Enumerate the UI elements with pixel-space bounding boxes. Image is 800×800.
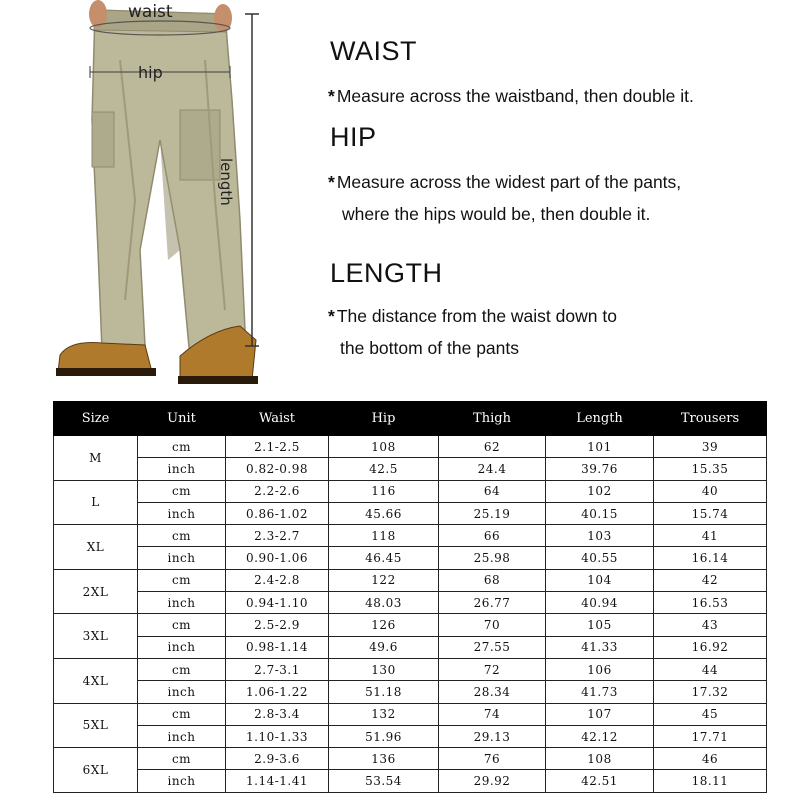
table-cell: 2.7-3.1: [226, 658, 329, 680]
table-row: [54, 458, 767, 480]
table-cell: 0.82-0.98: [226, 458, 329, 480]
table-cell: 51.96: [329, 725, 439, 747]
table-cell: 76: [439, 748, 546, 770]
table-cell: 1.06-1.22: [226, 681, 329, 703]
table-row: [54, 547, 767, 569]
table-cell: 41.73: [546, 681, 654, 703]
table-cell: 29.13: [439, 725, 546, 747]
table-cell: 27.55: [439, 636, 546, 658]
hip-instruction-text-1: Measure across the widest part of the pants,: [336, 172, 682, 192]
size-cell: 4XL: [54, 658, 138, 703]
table-cell: 103: [546, 525, 654, 547]
table-cell: 25.98: [439, 547, 546, 569]
table-cell: 106: [546, 658, 654, 680]
table-cell: 24.4: [439, 458, 546, 480]
table-row: [54, 525, 767, 547]
column-header: Unit: [138, 402, 226, 436]
table-row: [54, 703, 767, 725]
table-cell: 28.34: [439, 681, 546, 703]
length-instruction-text-2: the bottom of the pants: [340, 338, 520, 358]
unit-cell: cm: [138, 480, 226, 502]
size-cell: 6XL: [54, 748, 138, 793]
bullet-icon: *: [328, 86, 335, 106]
table-cell: 136: [329, 748, 439, 770]
hip-instruction-text-2: where the hips would be, then double it.: [342, 204, 651, 224]
table-cell: 0.94-1.10: [226, 592, 329, 614]
table-cell: 64: [439, 480, 546, 502]
table-cell: 101: [546, 436, 654, 458]
table-cell: 126: [329, 614, 439, 636]
unit-cell: cm: [138, 436, 226, 458]
table-header-row: [54, 402, 767, 436]
table-cell: 29.92: [439, 770, 546, 792]
unit-cell: inch: [138, 681, 226, 703]
table-cell: 2.9-3.6: [226, 748, 329, 770]
hip-heading: HIP: [330, 122, 377, 152]
unit-cell: inch: [138, 547, 226, 569]
table-cell: 42.5: [329, 458, 439, 480]
size-cell: L: [54, 480, 138, 525]
bullet-icon: *: [328, 306, 335, 326]
unit-cell: cm: [138, 658, 226, 680]
table-cell: 132: [329, 703, 439, 725]
table-cell: 42.51: [546, 770, 654, 792]
table-cell: 2.5-2.9: [226, 614, 329, 636]
table-cell: 130: [329, 658, 439, 680]
table-cell: 17.71: [654, 725, 767, 747]
table-cell: 16.14: [654, 547, 767, 569]
table-cell: 40.15: [546, 502, 654, 524]
hip-instruction: [328, 172, 681, 193]
table-cell: 15.35: [654, 458, 767, 480]
unit-cell: cm: [138, 569, 226, 591]
table-row: [54, 681, 767, 703]
length-instruction-text-1: The distance from the waist down to: [336, 306, 617, 326]
table-cell: 70: [439, 614, 546, 636]
table-cell: 108: [329, 436, 439, 458]
table-cell: 40: [654, 480, 767, 502]
waist-label: waist: [128, 2, 173, 22]
table-cell: 39.76: [546, 458, 654, 480]
table-cell: 108: [546, 748, 654, 770]
unit-cell: cm: [138, 525, 226, 547]
table-body: [54, 436, 767, 793]
table-cell: 26.77: [439, 592, 546, 614]
length-heading: LENGTH: [330, 258, 443, 288]
table-cell: 72: [439, 658, 546, 680]
table-cell: 118: [329, 525, 439, 547]
table-cell: 116: [329, 480, 439, 502]
size-cell: 5XL: [54, 703, 138, 748]
table-row: [54, 436, 767, 458]
size-cell: 2XL: [54, 569, 138, 614]
pants-image: [40, 0, 300, 395]
table-cell: 18.11: [654, 770, 767, 792]
table-row: [54, 502, 767, 524]
table-cell: 1.10-1.33: [226, 725, 329, 747]
unit-cell: cm: [138, 748, 226, 770]
table-cell: 51.18: [329, 681, 439, 703]
table-cell: 53.54: [329, 770, 439, 792]
table-cell: 40.55: [546, 547, 654, 569]
table-cell: 46: [654, 748, 767, 770]
column-header: Waist: [226, 402, 329, 436]
column-header: Thigh: [439, 402, 546, 436]
table-cell: 45.66: [329, 502, 439, 524]
table-cell: 2.2-2.6: [226, 480, 329, 502]
table-cell: 1.14-1.41: [226, 770, 329, 792]
length-label: length: [217, 158, 235, 206]
table-row: [54, 748, 767, 770]
size-cell: M: [54, 436, 138, 481]
table-cell: 25.19: [439, 502, 546, 524]
table-cell: 48.03: [329, 592, 439, 614]
table-cell: 2.4-2.8: [226, 569, 329, 591]
table-cell: 16.92: [654, 636, 767, 658]
table-cell: 43: [654, 614, 767, 636]
table-cell: 46.45: [329, 547, 439, 569]
table-cell: 104: [546, 569, 654, 591]
table-row: [54, 725, 767, 747]
waist-instruction: [328, 86, 694, 107]
table-cell: 42.12: [546, 725, 654, 747]
unit-cell: inch: [138, 725, 226, 747]
table-cell: 0.90-1.06: [226, 547, 329, 569]
bullet-icon: *: [328, 172, 335, 192]
table-cell: 66: [439, 525, 546, 547]
table-row: [54, 480, 767, 502]
table-row: [54, 636, 767, 658]
column-header: Length: [546, 402, 654, 436]
table-row: [54, 614, 767, 636]
table-cell: 122: [329, 569, 439, 591]
table-cell: 44: [654, 658, 767, 680]
length-instruction: [328, 306, 617, 327]
table-cell: 2.3-2.7: [226, 525, 329, 547]
table-cell: 41: [654, 525, 767, 547]
table-row: [54, 658, 767, 680]
table-cell: 105: [546, 614, 654, 636]
column-header: Trousers: [654, 402, 767, 436]
table-cell: 0.98-1.14: [226, 636, 329, 658]
table-cell: 39: [654, 436, 767, 458]
table-cell: 68: [439, 569, 546, 591]
table-cell: 45: [654, 703, 767, 725]
table-cell: 0.86-1.02: [226, 502, 329, 524]
table-row: [54, 569, 767, 591]
unit-cell: inch: [138, 458, 226, 480]
table-cell: 42: [654, 569, 767, 591]
pants-illustration: [40, 0, 300, 395]
table-cell: 2.8-3.4: [226, 703, 329, 725]
unit-cell: cm: [138, 703, 226, 725]
table-cell: 62: [439, 436, 546, 458]
table-row: [54, 770, 767, 792]
waist-instruction-text: Measure across the waistband, then double it.: [336, 86, 694, 106]
unit-cell: inch: [138, 502, 226, 524]
unit-cell: inch: [138, 770, 226, 792]
unit-cell: inch: [138, 636, 226, 658]
size-cell: 3XL: [54, 614, 138, 659]
table-cell: 2.1-2.5: [226, 436, 329, 458]
table-cell: 15.74: [654, 502, 767, 524]
table-cell: 74: [439, 703, 546, 725]
column-header: Size: [54, 402, 138, 436]
table-cell: 40.94: [546, 592, 654, 614]
size-chart-table: [53, 401, 767, 793]
waist-heading: WAIST: [330, 36, 417, 66]
unit-cell: inch: [138, 592, 226, 614]
table-cell: 102: [546, 480, 654, 502]
table-row: [54, 592, 767, 614]
column-header: Hip: [329, 402, 439, 436]
unit-cell: cm: [138, 614, 226, 636]
table-cell: 107: [546, 703, 654, 725]
hip-label: hip: [138, 63, 163, 82]
table-cell: 41.33: [546, 636, 654, 658]
table-cell: 17.32: [654, 681, 767, 703]
size-cell: XL: [54, 525, 138, 570]
table-cell: 49.6: [329, 636, 439, 658]
table-cell: 16.53: [654, 592, 767, 614]
